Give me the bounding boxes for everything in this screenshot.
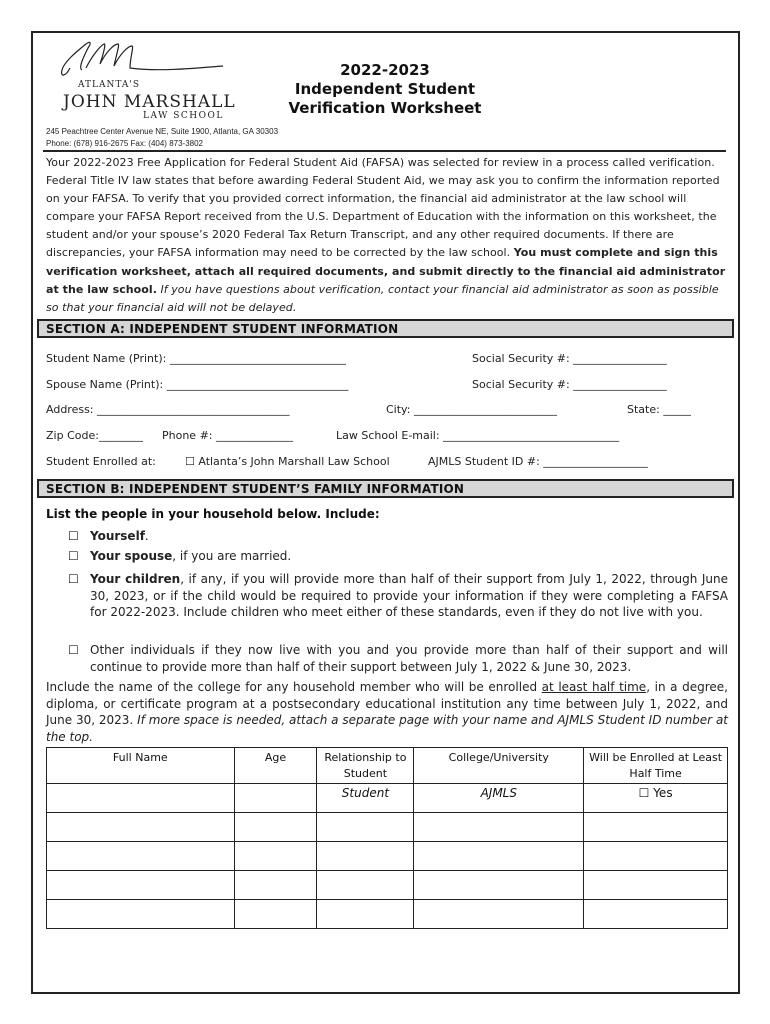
checkbox-icon[interactable]: ☐ <box>68 643 79 657</box>
header-divider <box>43 150 726 152</box>
checkbox-icon[interactable]: ☐ <box>68 572 79 586</box>
state-field[interactable]: State: _____ <box>627 403 691 416</box>
college-instructions <box>46 679 728 745</box>
spouse-ssn-field[interactable]: Social Security #: _________________ <box>472 378 667 391</box>
item-bold-label: Yourself <box>90 529 145 543</box>
table-cell[interactable] <box>317 900 414 929</box>
table-cell[interactable] <box>317 813 414 842</box>
intro-normal-text: Your 2022-2023 Free Application for Federal Student Aid (FAFSA) was selected for review in a process called verification. Federal Title IV law states that before awarding Federal Student Aid, we may ask you to confirm the information reported on your FAFSA. To verify that you provided correct information, the financial aid administrator at the law school will compare your FAFSA Report received from the U.S. Department of Education with the information on this worksheet, the student and/or your spouse’s 2020 Federal Tax Return Transcript, and any other required documents. If there are discrepancies, your FAFSA information may need to be corrected by the law school. <box>46 156 720 260</box>
col-college: College/University <box>414 748 584 784</box>
table-cell[interactable] <box>584 871 728 900</box>
household-table <box>46 747 728 929</box>
intro-italic-text: If you have questions about verification, contact your financial aid administrator as soon as possible so that your financial aid will not be delayed. <box>46 282 719 314</box>
half-time-underlined: at least half time <box>541 680 647 694</box>
item-text: . <box>144 529 149 543</box>
logo-law-school-text: LAW SCHOOL <box>143 111 224 121</box>
table-row <box>47 784 728 813</box>
table-cell[interactable] <box>47 900 235 929</box>
table-cell[interactable] <box>414 871 584 900</box>
table-cell[interactable] <box>234 784 317 813</box>
table-cell[interactable] <box>47 813 235 842</box>
table-row <box>47 842 728 871</box>
checkbox-icon[interactable]: ☐ <box>68 529 79 543</box>
table-cell: AJMLS <box>414 784 584 813</box>
ajmls-enrolled-checkbox[interactable]: ☐ Atlanta’s John Marshall Law School <box>185 455 390 468</box>
item-bold-label: Your children <box>90 572 181 586</box>
logo-atlantas-text: ATLANTA'S <box>78 80 141 90</box>
student-name-field[interactable]: Student Name (Print): ________________________________ <box>46 352 346 365</box>
table-cell[interactable] <box>234 813 317 842</box>
intro-paragraph <box>46 154 728 317</box>
col-age: Age <box>234 748 317 784</box>
phone-field[interactable]: Phone #: ______________ <box>162 429 293 442</box>
title-line3: Verification Worksheet <box>288 99 482 117</box>
item-text: Other individuals if they now live with you and you provide more than half of their support and will continue to provide more than half of their support between July 1, 2022 & June 30, 2023. <box>90 643 728 674</box>
item-text: , if you are married. <box>172 549 292 563</box>
table-cell[interactable] <box>584 900 728 929</box>
jm-script-logo-icon <box>58 38 228 86</box>
spouse-name-field[interactable]: Spouse Name (Print): _________________________________ <box>46 378 349 391</box>
item-bold-label: Your spouse <box>90 549 173 563</box>
more-space-note: If more space is needed, attach a separate page with your name and AJMLS Student ID number at the top. <box>46 713 729 744</box>
address-field[interactable]: Address: ___________________________________ <box>46 403 290 416</box>
table-cell: Student <box>317 784 414 813</box>
logo-school-name: JOHN MARSHALL <box>63 92 236 112</box>
table-cell[interactable] <box>234 842 317 871</box>
intro-bold-text: You must complete and sign this verification worksheet, attach all required documents, and submit directly to the financial aid administrator at the law school. <box>46 246 726 296</box>
col-relationship: Relationship to Student <box>317 748 414 784</box>
school-phone: Phone: (678) 916-2675 Fax: (404) 873-3802 <box>46 139 203 148</box>
col-full-name: Full Name <box>47 748 235 784</box>
section-b-header: SECTION B: INDEPENDENT STUDENT’S FAMILY INFORMATION <box>37 479 734 498</box>
table-row <box>47 871 728 900</box>
student-ssn-field[interactable]: Social Security #: _________________ <box>472 352 667 365</box>
worksheet-title <box>270 61 500 118</box>
enrolled-at-label: Student Enrolled at: <box>46 455 156 468</box>
col-half-time: Will be Enrolled at Least Half Time <box>584 748 728 784</box>
table-cell[interactable] <box>317 842 414 871</box>
household-list-heading: List the people in your household below. Include: <box>46 507 380 521</box>
college-instructions-text-2: , in a degree, diploma, or certificate program at a postsecondary educational institution any time between July 1, 2022, and June 30, 2023. <box>46 680 728 727</box>
table-cell[interactable] <box>234 871 317 900</box>
table-cell[interactable] <box>414 900 584 929</box>
table-cell[interactable] <box>234 900 317 929</box>
item-text: , if any, if you will provide more than half of their support from July 1, 2022, through June 30, 2023, or if the child would be required to provide your information if they were completing a FAFSA for 2022-2023. Include children who meet either of these standards, even if they do not live with you. <box>90 572 728 619</box>
table-header-row <box>47 748 728 784</box>
school-logo <box>58 38 236 121</box>
student-id-field[interactable]: AJMLS Student ID #: ___________________ <box>428 455 648 468</box>
half-time-yes-checkbox[interactable]: ☐ Yes <box>584 784 728 813</box>
city-field[interactable]: City: __________________________ <box>386 403 557 416</box>
table-cell[interactable] <box>414 842 584 871</box>
section-a-header: SECTION A: INDEPENDENT STUDENT INFORMATION <box>37 319 734 338</box>
table-cell[interactable] <box>584 842 728 871</box>
email-field[interactable]: Law School E-mail: ________________________________ <box>336 429 620 442</box>
table-cell[interactable] <box>584 813 728 842</box>
zip-code-field[interactable]: Zip Code:________ <box>46 429 143 442</box>
checkbox-icon[interactable]: ☐ <box>68 549 79 563</box>
table-cell[interactable] <box>47 871 235 900</box>
title-year: 2022-2023 <box>340 61 430 79</box>
table-cell[interactable] <box>317 871 414 900</box>
college-instructions-text: Include the name of the college for any household member who will be enrolled <box>46 680 542 694</box>
table-row <box>47 813 728 842</box>
table-row <box>47 900 728 929</box>
table-cell[interactable] <box>414 813 584 842</box>
table-cell[interactable] <box>47 842 235 871</box>
title-line2: Independent Student <box>294 80 476 98</box>
school-address: 245 Peachtree Center Avenue NE, Suite 1900, Atlanta, GA 30303 <box>46 127 279 136</box>
table-cell[interactable] <box>47 784 235 813</box>
